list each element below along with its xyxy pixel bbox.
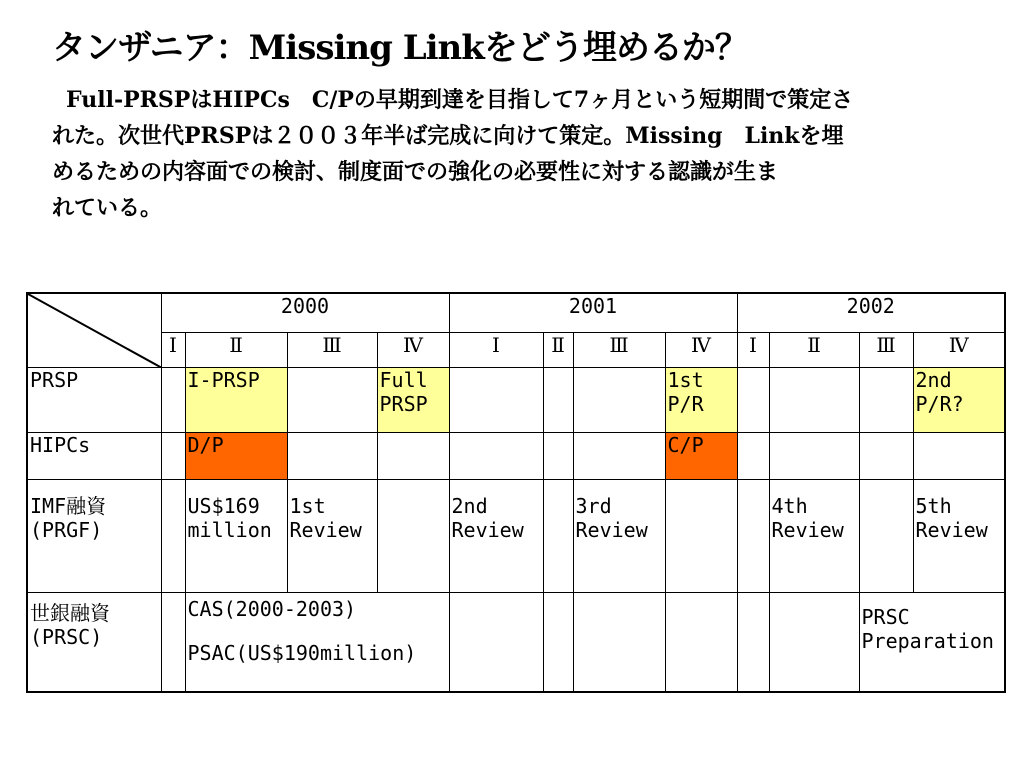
cell-line: 世銀融資 [30,601,110,625]
cell-line: Review [915,518,988,542]
cell-line: 2nd [451,494,488,518]
cell-line: million [187,518,272,542]
empty-cell [573,593,665,693]
i-prsp-cell: I-PRSP [185,368,287,433]
empty-cell [449,368,543,433]
empty-cell [737,480,769,593]
cell-line: P/R [667,392,704,416]
cp-cell: C/P [665,433,737,480]
cell-line: (PRSC) [30,625,103,649]
empty-cell [161,480,185,593]
cell-line: (PRGF) [30,518,103,542]
empty-cell [161,593,185,693]
empty-cell [859,433,913,480]
quarter-cell: Ⅳ [665,333,737,368]
empty-cell [543,368,573,433]
empty-cell [573,368,665,433]
dp-cell: D/P [185,433,287,480]
corner-diagonal-cell [27,293,161,368]
quarter-cell: Ⅰ [737,333,769,368]
cell-line: Review [771,518,844,542]
empty-cell [543,593,573,693]
cell-line: 5th [915,494,952,518]
empty-cell [573,433,665,480]
review-3-cell [573,480,665,593]
empty-cell [287,433,377,480]
empty-cell [769,433,859,480]
cell-line: PSAC(US$190million) [187,641,417,665]
empty-cell [769,593,859,693]
empty-cell [287,368,377,433]
table-row-hipcs [27,433,1005,480]
year-2001: 2001 [449,293,737,333]
cell-line: 3rd [575,494,612,518]
empty-cell [543,433,573,480]
table-row-worldbank [27,593,1005,693]
prsc-preparation-cell [859,593,1005,693]
cell-line: IMF融資 [30,494,107,518]
table-row-imf [27,480,1005,593]
review-2-cell [449,480,543,593]
empty-cell [859,368,913,433]
quarter-cell: Ⅱ [543,333,573,368]
full-prsp-cell [377,368,449,433]
cell-line: 2nd [915,368,952,392]
empty-cell [665,480,737,593]
cell-line: Preparation [861,629,994,653]
cell-line: 1st [289,494,326,518]
empty-cell [859,480,913,593]
empty-cell [769,368,859,433]
imf-amount-cell [185,480,287,593]
cell-line: PRSP [379,392,428,416]
empty-cell [665,593,737,693]
second-pr-cell [913,368,1005,433]
quarter-header-row [27,333,1005,368]
paragraph-line: れた。次世代PRSPは２００３年半ば完成に向けて策定。Missing Linkを埋 [52,123,844,149]
diagonal-line-icon [28,294,161,368]
table-row-prsp [27,368,1005,433]
paragraph-line: めるための内容面での検討、制度面での強化の必要性に対する認識が生ま [52,159,779,185]
first-pr-cell [665,368,737,433]
review-1-cell [287,480,377,593]
cas-psac-cell [185,593,449,693]
empty-cell [161,368,185,433]
empty-cell [737,433,769,480]
year-header-row [27,293,1005,333]
cell-line: Review [451,518,524,542]
quarter-cell: Ⅰ [449,333,543,368]
description-paragraph [52,82,982,226]
paragraph-line: Full-PRSPはHIPCs C/Pの早期到達を目指して7ヶ月という短期間で策定さ [66,87,854,113]
page-title: タンザニア：Missing Linkをどう埋めるか？ [52,28,748,68]
empty-cell [449,433,543,480]
empty-cell [449,593,543,693]
quarter-cell: Ⅳ [913,333,1005,368]
quarter-cell: Ⅳ [377,333,449,368]
quarter-cell: Ⅰ [161,333,185,368]
cell-line: US$169 [187,494,260,518]
quarter-cell: Ⅲ [859,333,913,368]
empty-cell [913,433,1005,480]
cell-line: Review [575,518,648,542]
cell-line: 1st [667,368,704,392]
empty-cell [377,433,449,480]
year-2002: 2002 [737,293,1005,333]
schedule-table [26,292,1006,693]
empty-cell [737,593,769,693]
row-label-hipcs: HIPCs [27,433,161,480]
paragraph-line: れている。 [52,195,163,221]
quarter-cell: Ⅱ [185,333,287,368]
cell-line: 4th [771,494,808,518]
empty-cell [543,480,573,593]
row-label-imf [27,480,161,593]
quarter-cell: Ⅱ [769,333,859,368]
row-label-worldbank [27,593,161,693]
empty-cell [161,433,185,480]
empty-cell [737,368,769,433]
cell-line: PRSC [861,605,910,629]
year-2000: 2000 [161,293,449,333]
cell-line: Review [289,518,362,542]
quarter-cell: Ⅲ [573,333,665,368]
row-label-prsp: PRSP [27,368,161,433]
review-5-cell [913,480,1005,593]
quarter-cell: Ⅲ [287,333,377,368]
cell-line: Full [379,368,428,392]
empty-cell [377,480,449,593]
review-4-cell [769,480,859,593]
cell-line: P/R? [915,392,964,416]
cell-line: CAS(2000-2003) [187,597,357,621]
